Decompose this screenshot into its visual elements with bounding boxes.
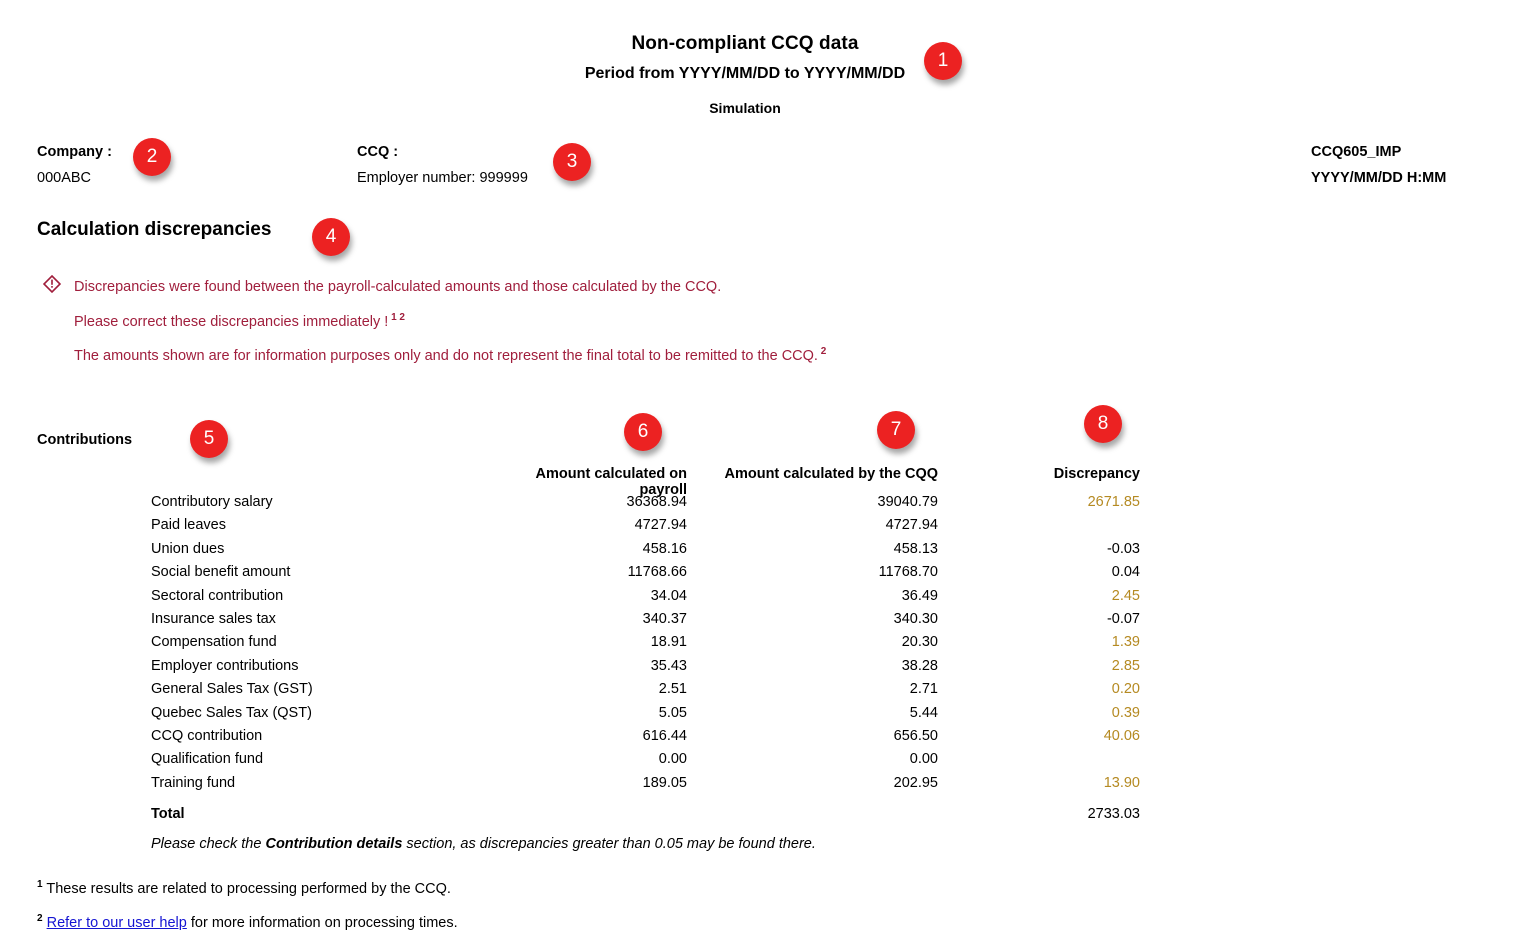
row-amount-payroll: 189.05: [642, 774, 687, 791]
callout-badge-7: 7: [877, 411, 915, 449]
row-amount-ccq: 5.44: [909, 704, 938, 721]
ccq-employer-number: Employer number: 999999: [357, 170, 528, 186]
table-body: [0, 494, 1140, 798]
contribution-details-note: [151, 836, 816, 852]
row-amount-payroll: 458.16: [642, 540, 687, 557]
table-row: [0, 658, 1140, 681]
row-label: Employer contributions: [151, 657, 299, 674]
report-period: Period from YYYY/MM/DD to YYYY/MM/DD: [584, 65, 906, 82]
row-label: CCQ contribution: [151, 727, 263, 744]
note-prefix: Please check the: [151, 836, 266, 852]
row-label: Contributory salary: [151, 494, 273, 510]
table-row: [0, 611, 1140, 634]
ccq-info: [357, 139, 528, 191]
simulation-label: Simulation: [709, 100, 781, 116]
table-row: [0, 775, 1140, 798]
column-header-ccq: Amount calculated by the CQQ: [724, 466, 938, 482]
callout-badge-5: 5: [190, 420, 228, 458]
note-suffix: section, as discrepancies greater than 0.05 may be found there.: [402, 836, 816, 852]
footnote-reference: 2: [817, 345, 827, 357]
footnote-marker: 2: [37, 912, 43, 924]
row-amount-payroll: 2.51: [658, 681, 687, 698]
row-discrepancy: 1.39: [1111, 634, 1140, 651]
report-datetime: YYYY/MM/DD H:MM: [1311, 170, 1447, 186]
row-amount-payroll: 34.04: [650, 587, 687, 604]
footnote-marker: 1: [37, 879, 43, 890]
row-amount-payroll: 5.05: [658, 704, 687, 721]
row-label: Compensation fund: [151, 634, 277, 651]
callout-badge-3: 3: [553, 143, 591, 181]
table-row: [0, 681, 1140, 704]
table-row: [0, 588, 1140, 611]
warning-diamond-icon: [43, 275, 61, 293]
table-total-row: [0, 806, 1140, 830]
row-amount-payroll: 18.91: [650, 634, 687, 651]
row-amount-ccq: 656.50: [893, 727, 938, 744]
table-row: [0, 728, 1140, 751]
table-row: [0, 517, 1140, 540]
row-amount-ccq: 38.28: [901, 657, 938, 674]
ccq-label: CCQ :: [357, 144, 399, 160]
callout-badge-1: 1: [924, 42, 962, 80]
row-discrepancy: 0.20: [1111, 681, 1140, 698]
table-row: [0, 634, 1140, 657]
callout-badge-6: 6: [624, 413, 662, 451]
table-header: [0, 466, 1140, 498]
row-amount-ccq: 0.00: [909, 751, 938, 768]
company-label: Company :: [37, 144, 112, 160]
table-row: [0, 705, 1140, 728]
row-discrepancy: 40.06: [1103, 727, 1140, 744]
callout-badge-8: 8: [1084, 405, 1122, 443]
callout-badge-4: 4: [312, 218, 350, 256]
contributions-table: [0, 466, 1140, 830]
footnote-text: These results are related to processing performed by the CCQ.: [46, 880, 451, 897]
row-discrepancy: 2.85: [1111, 657, 1140, 674]
table-row: [0, 494, 1140, 517]
row-label: Union dues: [151, 540, 225, 557]
row-discrepancy: 2671.85: [1087, 494, 1140, 510]
row-amount-ccq: 11768.70: [878, 564, 938, 581]
row-amount-payroll: 35.43: [650, 657, 687, 674]
row-label: Insurance sales tax: [151, 610, 276, 627]
callout-badge-2: 2: [133, 138, 171, 176]
row-label: Sectoral contribution: [151, 587, 284, 604]
column-header-payroll: Amount calculated on payroll: [535, 466, 687, 498]
row-discrepancy: -0.07: [1106, 610, 1140, 627]
row-amount-payroll: 36368.94: [626, 494, 687, 510]
footnote-reference: 1 2: [388, 311, 405, 323]
contributions-label: Contributions: [37, 432, 133, 448]
row-discrepancy: 13.90: [1103, 774, 1140, 791]
row-amount-payroll: 340.37: [642, 610, 687, 627]
warning-line-1: [43, 272, 1043, 303]
company-info: [37, 139, 112, 191]
company-value: 000ABC: [37, 170, 92, 186]
row-amount-ccq: 36.49: [901, 587, 938, 604]
footnotes: [37, 870, 458, 938]
row-amount-payroll: 4727.94: [634, 517, 687, 534]
report-meta: [1311, 139, 1446, 191]
row-amount-ccq: 39040.79: [877, 494, 938, 510]
total-label: Total: [151, 805, 185, 822]
row-amount-payroll: 0.00: [658, 751, 687, 768]
row-label: Quebec Sales Tax (QST): [151, 704, 312, 721]
table-row: [0, 751, 1140, 774]
footnote-text: for more information on processing times.: [186, 914, 458, 931]
row-label: General Sales Tax (GST): [151, 681, 313, 698]
row-amount-payroll: 11768.66: [627, 564, 687, 581]
warning-line-text: Discrepancies were found between the payroll-calculated amounts and those calculated by the CCQ.: [74, 279, 722, 295]
page-title: Non-compliant CCQ data: [631, 33, 859, 54]
row-amount-ccq: 20.30: [901, 634, 938, 651]
table-row: [0, 541, 1140, 564]
discrepancy-warning-block: [43, 272, 1043, 371]
total-discrepancy: 2733.03: [1087, 805, 1140, 822]
row-amount-ccq: 340.30: [893, 610, 938, 627]
row-label: Social benefit amount: [151, 564, 291, 581]
row-discrepancy: 0.04: [1111, 564, 1140, 581]
report-code: CCQ605_IMP: [1311, 144, 1402, 160]
row-amount-payroll: 616.44: [642, 727, 687, 744]
row-label: Paid leaves: [151, 517, 226, 534]
row-discrepancy: 0.39: [1111, 704, 1140, 721]
note-bold: Contribution details: [265, 836, 403, 852]
footnote-1: [37, 870, 458, 904]
warning-line-2: [43, 303, 1043, 337]
row-discrepancy: 2.45: [1111, 587, 1140, 604]
table-row: [0, 564, 1140, 587]
row-amount-ccq: 458.13: [893, 540, 938, 557]
section-heading-calculation-discrepancies: Calculation discrepancies: [37, 219, 272, 240]
warning-line-3: [43, 337, 1043, 371]
row-amount-ccq: 202.95: [893, 774, 938, 791]
row-label: Training fund: [151, 774, 236, 791]
column-header-discrepancy: Discrepancy: [1053, 466, 1140, 482]
footnote-2: [37, 904, 458, 938]
warning-line-text: The amounts shown are for information purposes only and do not represent the final total to be remitted to the CCQ.: [74, 347, 818, 364]
row-amount-ccq: 4727.94: [885, 517, 938, 534]
row-discrepancy: -0.03: [1106, 540, 1140, 557]
footnote-link-user-help[interactable]: Refer to our user help: [46, 914, 187, 931]
warning-line-text: Please correct these discrepancies immediately !: [74, 313, 389, 330]
row-amount-ccq: 2.71: [909, 681, 938, 698]
row-label: Qualification fund: [151, 751, 264, 768]
